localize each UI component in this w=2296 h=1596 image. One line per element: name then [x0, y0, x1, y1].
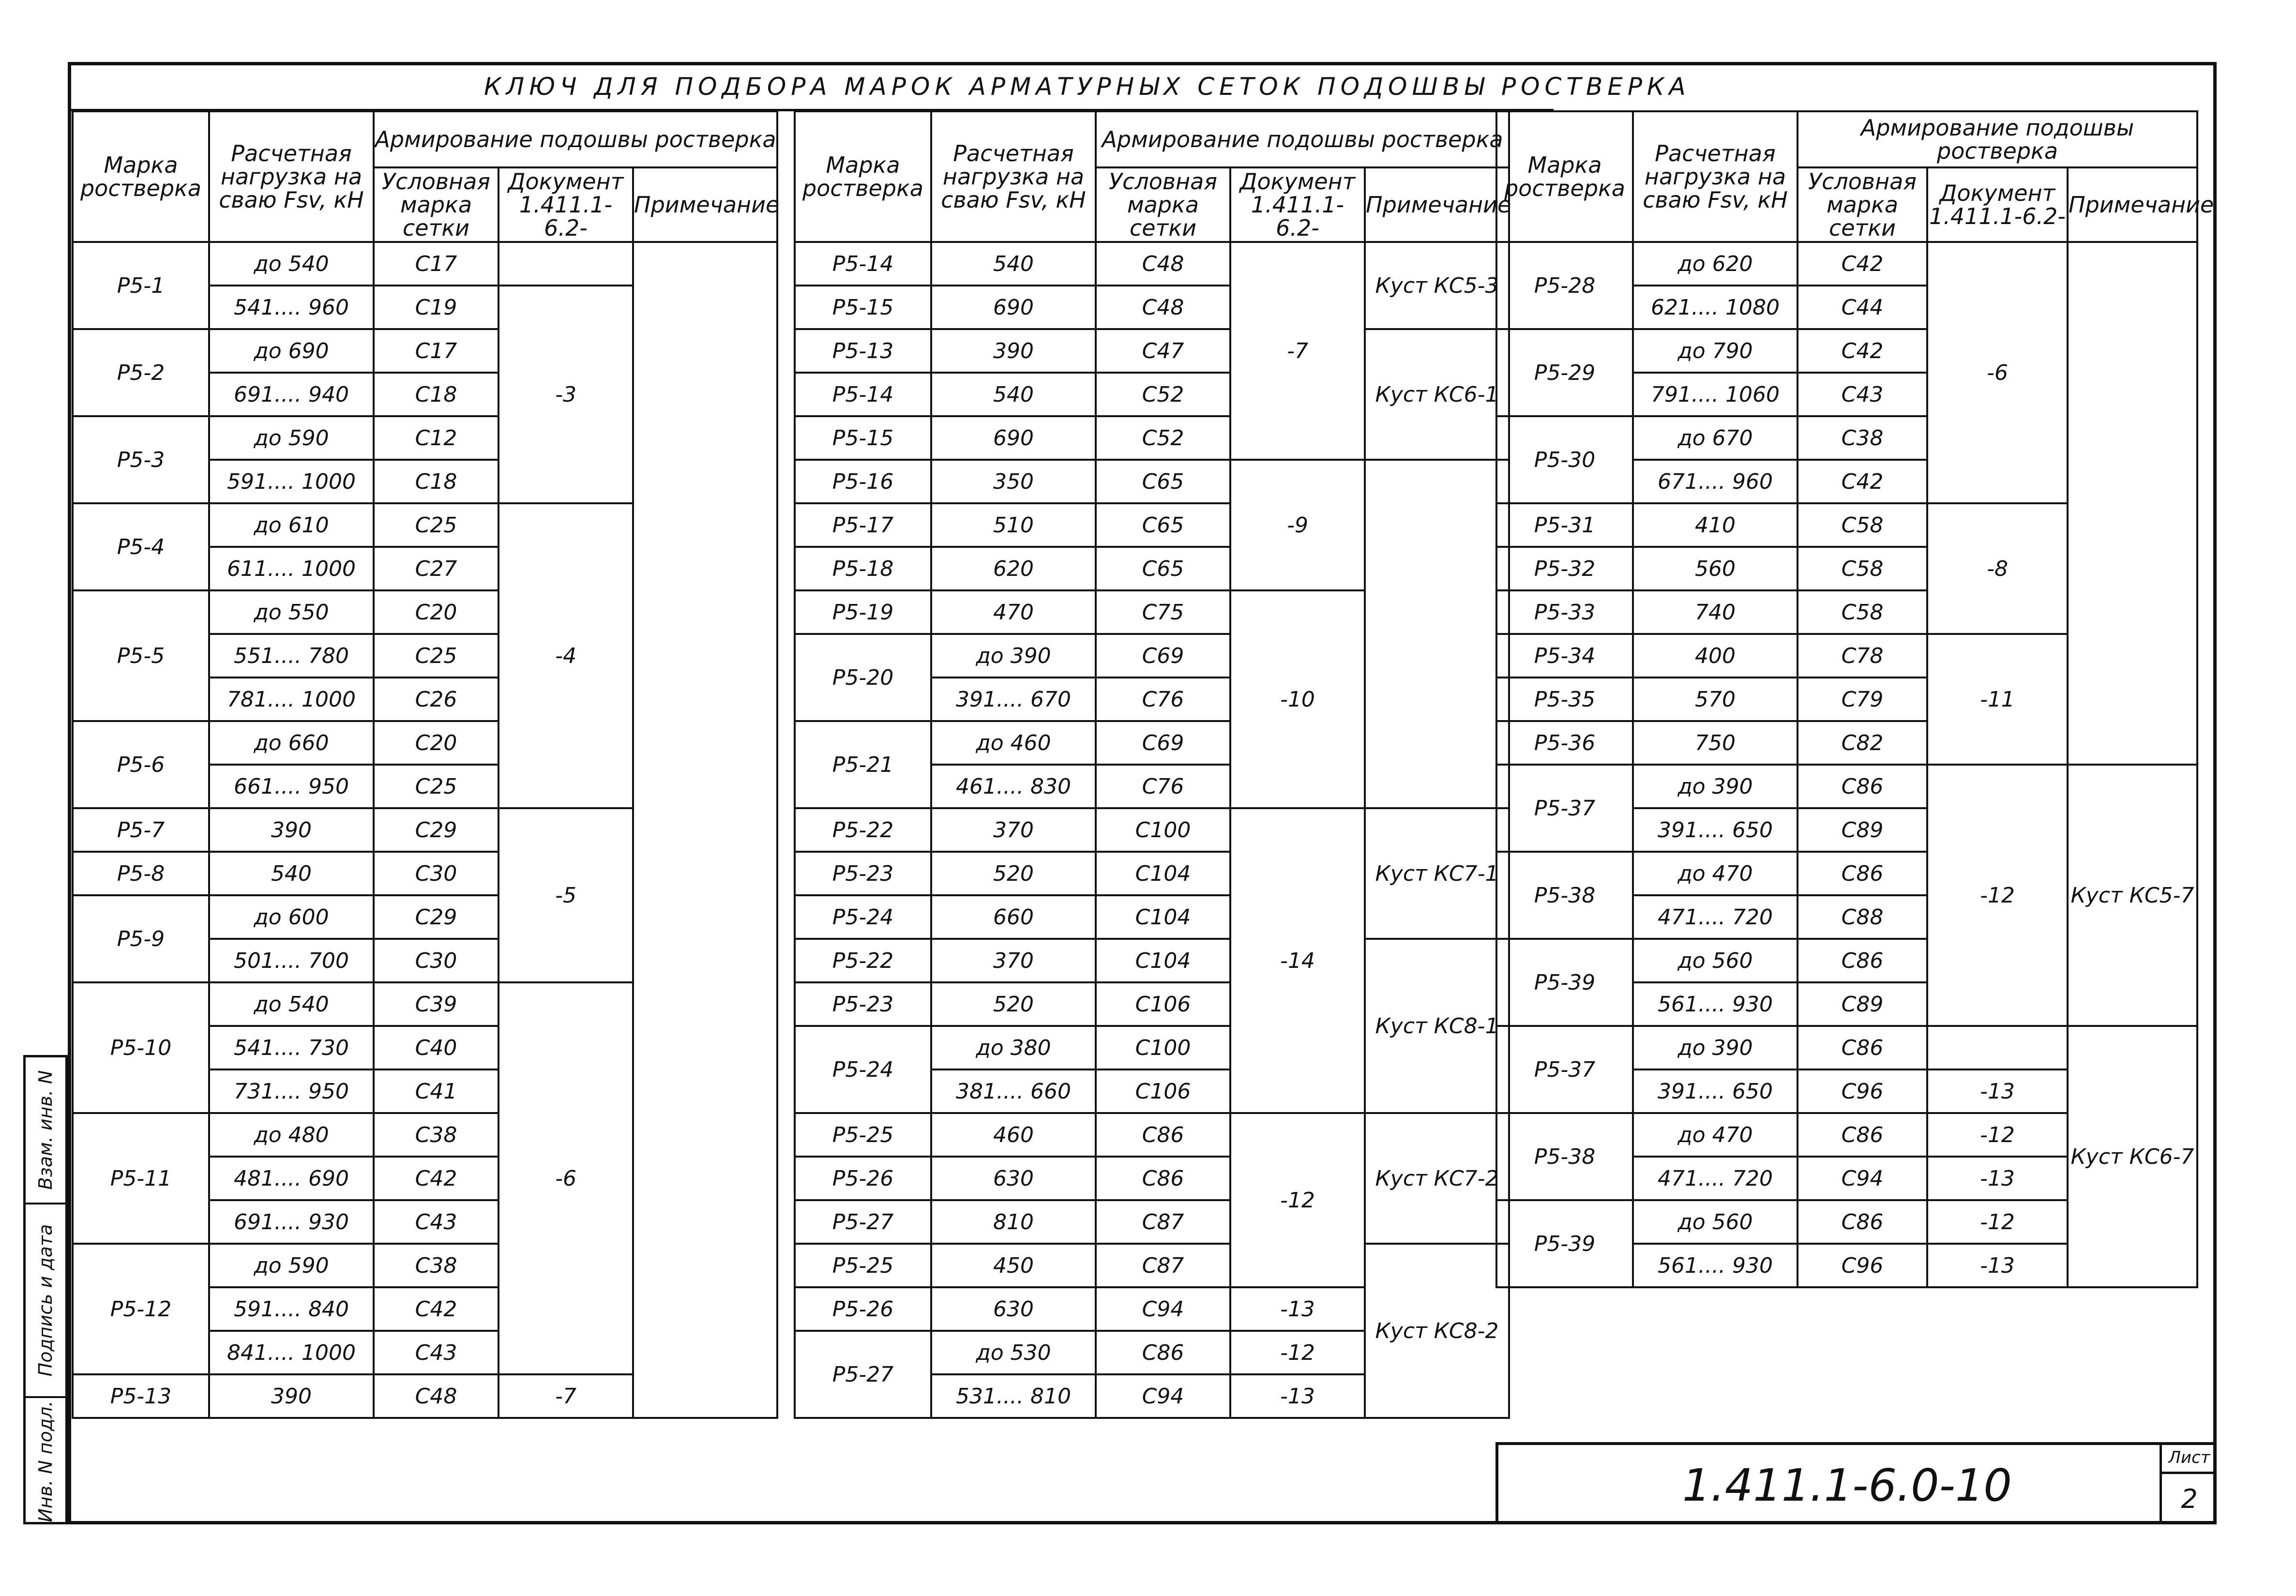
cell-load: до 560 — [1633, 939, 1798, 982]
document-code: 1.411.1-6.0-10 — [1682, 1460, 2012, 1511]
cell-mesh: С94 — [1096, 1374, 1230, 1418]
cell-mesh: С58 — [1798, 547, 1927, 590]
cell-note: Куст КС8-1 — [1365, 939, 1509, 1113]
header-note: Примечание — [633, 167, 777, 242]
cell-mesh: С48 — [1096, 286, 1230, 329]
cell-mesh: С65 — [1096, 460, 1230, 503]
cell-mesh: С104 — [1096, 852, 1230, 895]
cell-mesh: С79 — [1798, 678, 1927, 721]
cell-mesh: С76 — [1096, 678, 1230, 721]
cell-load: 791.... 1060 — [1633, 373, 1798, 416]
cell-marka: Р5-9 — [73, 895, 209, 982]
cell-load: 541.... 730 — [209, 1026, 374, 1069]
cell-mesh: С39 — [374, 982, 498, 1026]
cell-load: до 600 — [209, 895, 374, 939]
cell-mesh: С106 — [1096, 982, 1230, 1026]
cell-doc: -13 — [1927, 1244, 2068, 1287]
cell-load: 390 — [931, 329, 1096, 373]
cell-mesh: С20 — [374, 721, 498, 765]
cell-load: 660 — [931, 895, 1096, 939]
cell-marka: Р5-7 — [73, 808, 209, 852]
side-label-inventory: Инв. N подл. — [35, 1400, 56, 1522]
cell-mesh: С42 — [1798, 329, 1927, 373]
cell-marka: Р5-24 — [795, 1026, 931, 1113]
header-reinforcement: Армирование подошвы ростверка — [1096, 111, 1509, 167]
cell-load: до 470 — [1633, 852, 1798, 895]
cell-mesh: С96 — [1798, 1244, 1927, 1287]
cell-note: Куст КС6-7 — [2068, 1026, 2197, 1287]
cell-mesh: С86 — [1798, 852, 1927, 895]
cell-note — [1365, 460, 1509, 808]
title-block — [1495, 1442, 2217, 1524]
cell-marka: Р5-33 — [1496, 590, 1633, 634]
cell-marka: Р5-19 — [795, 590, 931, 634]
cell-mesh: С44 — [1798, 286, 1927, 329]
cell-load: до 620 — [1633, 242, 1798, 286]
cell-doc: -6 — [498, 982, 633, 1374]
cell-mesh: С96 — [1798, 1069, 1927, 1113]
cell-marka: Р5-39 — [1496, 1200, 1633, 1287]
cell-mesh: С100 — [1096, 1026, 1230, 1069]
cell-mesh: С25 — [374, 503, 498, 547]
cell-load: до 470 — [1633, 1113, 1798, 1157]
cell-doc: -3 — [498, 286, 633, 503]
cell-mesh: С89 — [1798, 808, 1927, 852]
cell-mesh: С18 — [374, 373, 498, 416]
cell-mesh: С76 — [1096, 765, 1230, 808]
cell-mesh: С75 — [1096, 590, 1230, 634]
cell-load: до 460 — [931, 721, 1096, 765]
cell-mesh: С94 — [1096, 1287, 1230, 1331]
cell-load: 520 — [931, 982, 1096, 1026]
cell-marka: Р5-6 — [73, 721, 209, 808]
cell-mesh: С89 — [1798, 982, 1927, 1026]
cell-mesh: С43 — [374, 1331, 498, 1374]
cell-doc: -7 — [498, 1374, 633, 1418]
cell-marka: Р5-13 — [73, 1374, 209, 1418]
cell-load: 531.... 810 — [931, 1374, 1096, 1418]
cell-marka: Р5-31 — [1496, 503, 1633, 547]
cell-load: 481.... 690 — [209, 1157, 374, 1200]
cell-doc: -4 — [498, 503, 633, 808]
cell-load: 691.... 940 — [209, 373, 374, 416]
cell-mesh: С100 — [1096, 808, 1230, 852]
cell-doc: -7 — [1230, 242, 1365, 460]
cell-load: 350 — [931, 460, 1096, 503]
cell-mesh: С25 — [374, 634, 498, 678]
cell-load: до 590 — [209, 416, 374, 460]
cell-mesh: С17 — [374, 329, 498, 373]
side-cell-signature — [26, 1203, 65, 1396]
cell-mesh: С87 — [1096, 1200, 1230, 1244]
cell-load: до 480 — [209, 1113, 374, 1157]
cell-marka: Р5-4 — [73, 503, 209, 590]
cell-doc — [1927, 1026, 2068, 1069]
cell-load: до 560 — [1633, 1200, 1798, 1244]
cell-mesh: С86 — [1798, 765, 1927, 808]
cell-mesh: С65 — [1096, 547, 1230, 590]
cell-note: Куст КС5-3 — [1365, 242, 1509, 329]
cell-load: до 690 — [209, 329, 374, 373]
cell-mesh: С58 — [1798, 590, 1927, 634]
cell-mesh: С17 — [374, 242, 498, 286]
header-note: Примечание — [1365, 167, 1509, 242]
key-table-3 — [1495, 110, 2214, 1288]
cell-load: 390 — [209, 808, 374, 852]
cell-marka: Р5-30 — [1496, 416, 1633, 503]
cell-load: до 790 — [1633, 329, 1798, 373]
cell-load: 410 — [1633, 503, 1798, 547]
cell-note: Куст КС8-2 — [1365, 1244, 1509, 1418]
cell-marka: Р5-25 — [795, 1244, 931, 1287]
cell-doc: -14 — [1230, 808, 1365, 1113]
cell-load: до 390 — [1633, 1026, 1798, 1069]
cell-load: 781.... 1000 — [209, 678, 374, 721]
cell-doc: -12 — [1927, 765, 2068, 1026]
table-row — [795, 939, 1509, 982]
cell-doc: -10 — [1230, 590, 1365, 808]
cell-marka: Р5-8 — [73, 852, 209, 895]
cell-mesh: С48 — [1096, 242, 1230, 286]
table-row — [73, 242, 777, 286]
cell-doc: -13 — [1927, 1157, 2068, 1200]
cell-load: 570 — [1633, 678, 1798, 721]
cell-note: Куст КС7-1 — [1365, 808, 1509, 939]
cell-mesh: С87 — [1096, 1244, 1230, 1287]
cell-marka: Р5-39 — [1496, 939, 1633, 1026]
cell-load: 471.... 720 — [1633, 1157, 1798, 1200]
cell-mesh: С104 — [1096, 939, 1230, 982]
cell-marka: Р5-28 — [1496, 242, 1633, 329]
cell-doc: -5 — [498, 808, 633, 982]
cell-load: 740 — [1633, 590, 1798, 634]
cell-load: 810 — [931, 1200, 1096, 1244]
table-row — [795, 460, 1509, 503]
header-mesh-mark: Условная марка сетки — [1096, 167, 1230, 242]
cell-mesh: С29 — [374, 808, 498, 852]
cell-load: 671.... 960 — [1633, 460, 1798, 503]
cell-mesh: С38 — [374, 1113, 498, 1157]
cell-load: 560 — [1633, 547, 1798, 590]
cell-load: 460 — [931, 1113, 1096, 1157]
cell-load: 510 — [931, 503, 1096, 547]
header-document: Документ 1.411.1-6.2- — [1927, 167, 2068, 242]
cell-doc: -12 — [1927, 1200, 2068, 1244]
header-marka: Марка ростверка — [1496, 111, 1633, 242]
cell-load: до 390 — [1633, 765, 1798, 808]
cell-marka: Р5-25 — [795, 1113, 931, 1157]
cell-load: 540 — [209, 852, 374, 895]
cell-marka: Р5-17 — [795, 503, 931, 547]
cell-mesh: С69 — [1096, 634, 1230, 678]
cell-marka: Р5-26 — [795, 1157, 931, 1200]
cell-load: 400 — [1633, 634, 1798, 678]
cell-note: Куст КС7-2 — [1365, 1113, 1509, 1244]
cell-mesh: С52 — [1096, 373, 1230, 416]
cell-marka: Р5-15 — [795, 416, 931, 460]
cell-doc: -9 — [1230, 460, 1365, 590]
cell-marka: Р5-15 — [795, 286, 931, 329]
cell-mesh: С86 — [1798, 939, 1927, 982]
cell-doc — [498, 242, 633, 286]
table-row — [1496, 242, 2197, 286]
cell-doc: -6 — [1927, 242, 2068, 503]
cell-mesh: С69 — [1096, 721, 1230, 765]
cell-mesh: С19 — [374, 286, 498, 329]
cell-marka: Р5-29 — [1496, 329, 1633, 416]
page-title: КЛЮЧ ДЛЯ ПОДБОРА МАРОК АРМАТУРНЫХ СЕТОК ПОДОШВЫ РОСТВЕРКА — [484, 73, 1691, 101]
header-marka: Марка ростверка — [795, 111, 931, 242]
cell-mesh: С38 — [1798, 416, 1927, 460]
cell-load: 621.... 1080 — [1633, 286, 1798, 329]
cell-doc: -12 — [1230, 1113, 1365, 1287]
cell-mesh: С86 — [1096, 1331, 1230, 1374]
cell-marka: Р5-23 — [795, 982, 931, 1026]
table-row — [795, 242, 1509, 286]
header-load: Расчетная нагрузка на сваю Fsv, кН — [1633, 111, 1798, 242]
cell-mesh: С30 — [374, 852, 498, 895]
cell-load: 591.... 1000 — [209, 460, 374, 503]
cell-mesh: С104 — [1096, 895, 1230, 939]
cell-marka: Р5-32 — [1496, 547, 1633, 590]
cell-marka: Р5-36 — [1496, 721, 1633, 765]
header-document: Документ 1.411.1-6.2- — [498, 167, 633, 242]
cell-marka: Р5-27 — [795, 1200, 931, 1244]
cell-mesh: С42 — [1798, 242, 1927, 286]
cell-load: до 550 — [209, 590, 374, 634]
cell-mesh: С82 — [1798, 721, 1927, 765]
cell-mesh: С43 — [374, 1200, 498, 1244]
sheet-label: Лист — [2160, 1445, 2217, 1474]
cell-mesh: С65 — [1096, 503, 1230, 547]
cell-marka: Р5-27 — [795, 1331, 931, 1418]
side-label-replace: Взам. инв. N — [35, 1070, 56, 1190]
cell-load: 731.... 950 — [209, 1069, 374, 1113]
cell-mesh: С26 — [374, 678, 498, 721]
cell-mesh: С86 — [1798, 1026, 1927, 1069]
side-label-signature: Подпись и дата — [35, 1224, 56, 1377]
cell-mesh: С106 — [1096, 1069, 1230, 1113]
cell-load: до 540 — [209, 242, 374, 286]
cell-marka: Р5-5 — [73, 590, 209, 721]
header-note: Примечание — [2068, 167, 2197, 242]
cell-marka: Р5-34 — [1496, 634, 1633, 678]
sheet-number: 2 — [2160, 1474, 2217, 1524]
cell-marka: Р5-35 — [1496, 678, 1633, 721]
cell-note — [633, 242, 777, 1418]
side-cell-inventory — [26, 1396, 65, 1524]
cell-load: 450 — [931, 1244, 1096, 1287]
cell-load: до 390 — [931, 634, 1096, 678]
cell-marka: Р5-37 — [1496, 765, 1633, 852]
cell-marka: Р5-11 — [73, 1113, 209, 1244]
cell-load: 370 — [931, 939, 1096, 982]
cell-load: 391.... 650 — [1633, 808, 1798, 852]
table-row — [795, 1244, 1509, 1287]
cell-doc: -13 — [1927, 1069, 2068, 1113]
cell-mesh: С30 — [374, 939, 498, 982]
cell-load: до 670 — [1633, 416, 1798, 460]
cell-doc: -12 — [1230, 1331, 1365, 1374]
cell-marka: Р5-21 — [795, 721, 931, 808]
cell-load: 390 — [209, 1374, 374, 1418]
cell-doc: -11 — [1927, 634, 2068, 765]
cell-load: 561.... 930 — [1633, 1244, 1798, 1287]
cell-load: до 380 — [931, 1026, 1096, 1069]
cell-note: Куст КС5-7 — [2068, 765, 2197, 1026]
table-row — [795, 329, 1509, 373]
cell-marka: Р5-22 — [795, 939, 931, 982]
cell-load: 630 — [931, 1287, 1096, 1331]
cell-mesh: С20 — [374, 590, 498, 634]
cell-marka: Р5-14 — [795, 242, 931, 286]
cell-mesh: С58 — [1798, 503, 1927, 547]
cell-marka: Р5-18 — [795, 547, 931, 590]
key-table-1 — [72, 110, 778, 1419]
cell-mesh: С48 — [374, 1374, 498, 1418]
cell-marka: Р5-24 — [795, 895, 931, 939]
cell-mesh: С42 — [1798, 460, 1927, 503]
cell-mesh: С47 — [1096, 329, 1230, 373]
cell-load: 841.... 1000 — [209, 1331, 374, 1374]
cell-load: 611.... 1000 — [209, 547, 374, 590]
side-stamp — [23, 1055, 68, 1524]
cell-mesh: С43 — [1798, 373, 1927, 416]
header-marka: Марка ростверка — [73, 111, 209, 242]
header-document: Документ 1.411.1-6.2- — [1230, 167, 1365, 242]
cell-marka: Р5-38 — [1496, 852, 1633, 939]
cell-doc: -13 — [1230, 1287, 1365, 1331]
cell-load: 551.... 780 — [209, 634, 374, 678]
header-mesh-mark: Условная марка сетки — [374, 167, 498, 242]
table-row — [795, 808, 1509, 852]
cell-load: 461.... 830 — [931, 765, 1096, 808]
cell-load: 370 — [931, 808, 1096, 852]
cell-load: 470 — [931, 590, 1096, 634]
cell-marka: Р5-1 — [73, 242, 209, 329]
cell-load: 691.... 930 — [209, 1200, 374, 1244]
header-load: Расчетная нагрузка на сваю Fsv, кН — [931, 111, 1096, 242]
cell-marka: Р5-16 — [795, 460, 931, 503]
cell-load: до 530 — [931, 1331, 1096, 1374]
header-reinforcement: Армирование подошвы ростверка — [374, 111, 777, 167]
cell-load: 540 — [931, 242, 1096, 286]
cell-load: 391.... 650 — [1633, 1069, 1798, 1113]
cell-mesh: С18 — [374, 460, 498, 503]
cell-marka: Р5-26 — [795, 1287, 931, 1331]
cell-marka: Р5-38 — [1496, 1113, 1633, 1200]
cell-marka: Р5-37 — [1496, 1026, 1633, 1113]
cell-mesh: С88 — [1798, 895, 1927, 939]
cell-load: 661.... 950 — [209, 765, 374, 808]
table-row — [795, 1113, 1509, 1157]
cell-load: 591.... 840 — [209, 1287, 374, 1331]
cell-marka: Р5-12 — [73, 1244, 209, 1374]
cell-mesh: С86 — [1096, 1113, 1230, 1157]
key-table-2 — [794, 110, 1510, 1419]
cell-mesh: С12 — [374, 416, 498, 460]
cell-marka: Р5-22 — [795, 808, 931, 852]
cell-doc: -13 — [1230, 1374, 1365, 1418]
cell-doc: -8 — [1927, 503, 2068, 634]
cell-doc: -12 — [1927, 1113, 2068, 1157]
cell-mesh: С42 — [374, 1157, 498, 1200]
cell-mesh: С41 — [374, 1069, 498, 1113]
cell-mesh: С86 — [1798, 1200, 1927, 1244]
cell-mesh: С86 — [1096, 1157, 1230, 1200]
cell-note — [2068, 242, 2197, 765]
cell-mesh: С42 — [374, 1287, 498, 1331]
cell-mesh: С94 — [1798, 1157, 1927, 1200]
table-row — [1496, 765, 2197, 808]
cell-load: 750 — [1633, 721, 1798, 765]
cell-load: до 590 — [209, 1244, 374, 1287]
cell-load: 471.... 720 — [1633, 895, 1798, 939]
cell-load: 620 — [931, 547, 1096, 590]
cell-load: 630 — [931, 1157, 1096, 1200]
cell-mesh: С78 — [1798, 634, 1927, 678]
cell-load: 520 — [931, 852, 1096, 895]
header-mesh-mark: Условная марка сетки — [1798, 167, 1927, 242]
cell-mesh: С52 — [1096, 416, 1230, 460]
cell-load: 541.... 960 — [209, 286, 374, 329]
cell-load: 690 — [931, 286, 1096, 329]
cell-marka: Р5-20 — [795, 634, 931, 721]
cell-marka: Р5-13 — [795, 329, 931, 373]
table-row — [1496, 1026, 2197, 1069]
cell-mesh: С86 — [1798, 1113, 1927, 1157]
cell-load: 690 — [931, 416, 1096, 460]
cell-load: до 540 — [209, 982, 374, 1026]
cell-load: 391.... 670 — [931, 678, 1096, 721]
cell-mesh: С40 — [374, 1026, 498, 1069]
cell-load: до 660 — [209, 721, 374, 765]
cell-load: 540 — [931, 373, 1096, 416]
side-cell-replace — [26, 1057, 65, 1203]
header-reinforcement: Армирование подошвы ростверка — [1798, 111, 2197, 167]
cell-load: 381.... 660 — [931, 1069, 1096, 1113]
cell-note: Куст КС6-1 — [1365, 329, 1509, 460]
cell-load: 561.... 930 — [1633, 982, 1798, 1026]
cell-marka: Р5-14 — [795, 373, 931, 416]
cell-mesh: С25 — [374, 765, 498, 808]
header-load: Расчетная нагрузка на сваю Fsv, кН — [209, 111, 374, 242]
cell-mesh: С38 — [374, 1244, 498, 1287]
cell-marka: Р5-23 — [795, 852, 931, 895]
cell-load: 501.... 700 — [209, 939, 374, 982]
cell-marka: Р5-3 — [73, 416, 209, 503]
cell-marka: Р5-10 — [73, 982, 209, 1113]
cell-mesh: С29 — [374, 895, 498, 939]
cell-mesh: С27 — [374, 547, 498, 590]
cell-marka: Р5-2 — [73, 329, 209, 416]
cell-load: до 610 — [209, 503, 374, 547]
